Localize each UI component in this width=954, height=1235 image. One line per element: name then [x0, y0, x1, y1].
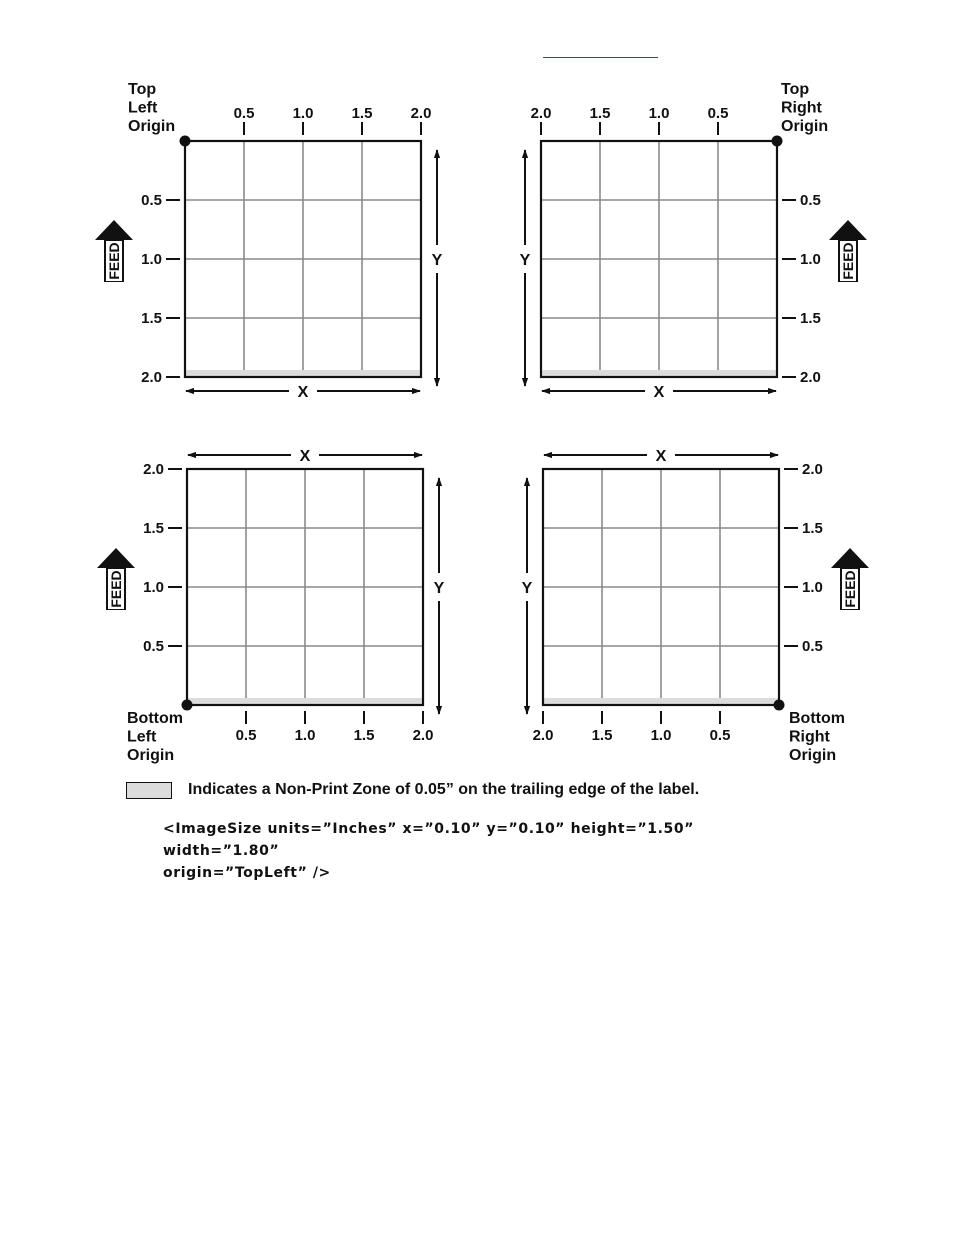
y-tick-label: 1.5	[800, 310, 821, 327]
feed-arrow-icon	[829, 220, 867, 282]
origin-label: Top	[128, 81, 157, 98]
y-tick-label: 2.0	[143, 461, 164, 478]
y-axis-label: Y	[431, 252, 443, 269]
x-tick-label: 0.5	[707, 105, 729, 122]
origin-label: Bottom	[789, 710, 845, 727]
feed-label: FEED	[842, 570, 858, 608]
non-print-zone	[188, 698, 422, 704]
y-tick-label: 1.0	[141, 251, 162, 268]
y-tick-label: 1.5	[141, 310, 162, 327]
x-tick-label: 1.5	[351, 105, 373, 122]
non-print-zone	[544, 698, 778, 704]
y-tick-label: 2.0	[141, 369, 162, 386]
x-tick-label: 1.5	[353, 727, 375, 744]
y-tick-label: 2.0	[800, 369, 821, 386]
x-tick-label: 0.5	[235, 727, 257, 744]
x-tick-label: 2.0	[410, 105, 432, 122]
feed-label: FEED	[840, 242, 856, 280]
feed-label: FEED	[108, 570, 124, 608]
x-tick-label: 0.5	[709, 727, 731, 744]
origin-diagram-bottom-right	[522, 448, 869, 764]
origin-label: Origin	[127, 747, 175, 764]
x-axis-label: X	[297, 384, 309, 401]
feed-arrow-icon	[95, 220, 133, 282]
origin-label: Bottom	[127, 710, 183, 727]
y-tick-label: 0.5	[141, 192, 162, 209]
origin-label: Origin	[128, 118, 176, 135]
x-tick-label: 1.0	[294, 727, 316, 744]
origin-label: Origin	[781, 118, 829, 135]
y-tick-label: 2.0	[802, 461, 823, 478]
y-tick-label: 0.5	[143, 638, 164, 655]
origin-label: Right	[789, 728, 830, 746]
non-print-zone-swatch	[126, 782, 172, 799]
origin-diagram-top-left	[95, 81, 443, 401]
code-line-1: <ImageSize units=”Inches” x=”0.10” y=”0.10” height=”1.50” width=”1.80”	[163, 821, 694, 859]
x-axis-label: X	[655, 448, 667, 465]
feed-arrow-icon	[97, 548, 135, 610]
x-tick-label: 1.0	[650, 727, 672, 744]
x-tick-label: 2.0	[532, 727, 554, 744]
origin-dot	[182, 700, 193, 711]
origin-label: Left	[127, 728, 157, 746]
origin-dot	[180, 136, 191, 147]
non-print-zone	[186, 370, 420, 376]
origin-label: Left	[128, 99, 158, 117]
y-tick-label: 0.5	[800, 192, 821, 209]
x-axis-label: X	[299, 448, 311, 465]
y-tick-label: 1.5	[143, 520, 164, 537]
non-print-zone	[542, 370, 776, 376]
x-axis-label: X	[653, 384, 665, 401]
feed-arrow-icon	[831, 548, 869, 610]
origin-dot	[774, 700, 785, 711]
y-tick-label: 0.5	[802, 638, 823, 655]
origin-label: Origin	[789, 747, 837, 764]
x-tick-label: 1.0	[292, 105, 314, 122]
x-tick-label: 1.5	[589, 105, 611, 122]
feed-label: FEED	[106, 242, 122, 280]
y-axis-label: Y	[519, 252, 531, 269]
y-axis-label: Y	[521, 580, 533, 597]
code-line-2: origin=”TopLeft” />	[163, 865, 331, 881]
legend-text: Indicates a Non-Print Zone of 0.05” on the trailing edge of the label.	[188, 781, 700, 798]
x-tick-label: 2.0	[412, 727, 434, 744]
code-sample	[163, 818, 803, 884]
origin-diagram-bottom-left	[97, 448, 445, 764]
origin-dot	[772, 136, 783, 147]
x-tick-label: 1.0	[648, 105, 670, 122]
x-tick-label: 2.0	[530, 105, 552, 122]
y-tick-label: 1.0	[802, 579, 823, 596]
origin-diagram-top-right	[520, 81, 867, 401]
y-tick-label: 1.5	[802, 520, 823, 537]
x-tick-label: 0.5	[233, 105, 255, 122]
y-tick-label: 1.0	[800, 251, 821, 268]
origin-label: Top	[781, 81, 810, 98]
x-tick-label: 1.5	[591, 727, 613, 744]
y-axis-label: Y	[433, 580, 445, 597]
non-print-zone-legend	[126, 779, 699, 801]
y-tick-label: 1.0	[143, 579, 164, 596]
origin-label: Right	[781, 99, 822, 117]
